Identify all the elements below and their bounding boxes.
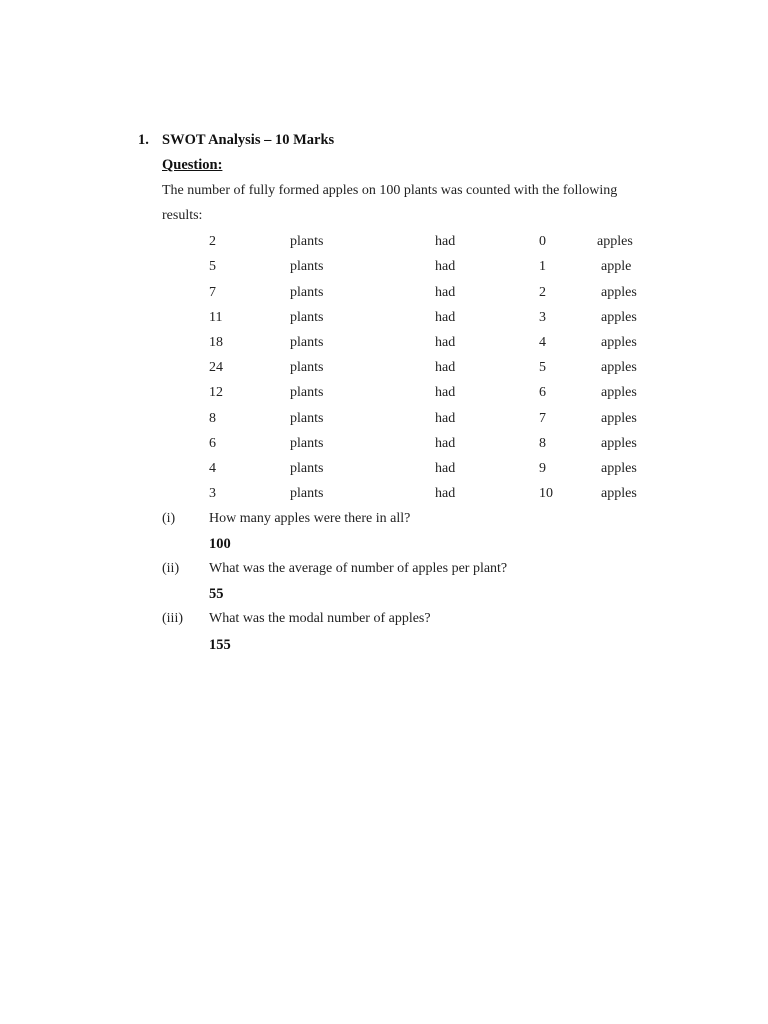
plant-count: 5 xyxy=(209,259,216,274)
plants-word: plants xyxy=(290,335,324,350)
intro-line-1: The number of fully formed apples on 100 plants was counted with the following xyxy=(162,183,618,198)
plants-word: plants xyxy=(290,360,324,375)
apple-count: 8 xyxy=(539,436,546,451)
sub-question-text: What was the average of number of apples per plant? xyxy=(209,561,508,576)
answer-text: 100 xyxy=(209,536,231,552)
plants-word: plants xyxy=(290,310,324,325)
plant-count: 7 xyxy=(209,285,216,300)
table-row xyxy=(0,360,768,384)
plants-word: plants xyxy=(290,461,324,476)
apples-word: apples xyxy=(597,234,633,249)
plant-count: 12 xyxy=(209,385,223,400)
apples-word: apples xyxy=(601,360,637,375)
sub-question-text: What was the modal number of apples? xyxy=(209,611,431,626)
plants-word: plants xyxy=(290,411,324,426)
had-word: had xyxy=(435,436,456,451)
table-row xyxy=(0,385,768,409)
plant-count: 4 xyxy=(209,461,216,476)
apple-count: 3 xyxy=(539,310,546,325)
answer-text: 55 xyxy=(209,586,224,602)
apples-word: apples xyxy=(601,285,637,300)
apples-word: apples xyxy=(601,486,637,501)
plant-count: 11 xyxy=(209,310,223,325)
table-row xyxy=(0,461,768,485)
had-word: had xyxy=(435,486,456,501)
apples-word: apples xyxy=(601,385,637,400)
plant-count: 6 xyxy=(209,436,216,451)
had-word: had xyxy=(435,259,456,274)
had-word: had xyxy=(435,461,456,476)
question-number: 1. xyxy=(138,132,149,148)
sub-question-label: (i) xyxy=(162,511,176,526)
question-label: Question: xyxy=(162,157,223,173)
apple-count: 2 xyxy=(539,285,546,300)
sub-question-label: (ii) xyxy=(162,561,180,576)
table-row xyxy=(0,234,768,258)
apple-count: 6 xyxy=(539,385,546,400)
had-word: had xyxy=(435,360,456,375)
apple-count: 0 xyxy=(539,234,546,249)
table-row xyxy=(0,259,768,283)
plant-count: 3 xyxy=(209,486,216,501)
apple-count: 10 xyxy=(539,486,553,501)
table-row xyxy=(0,436,768,460)
had-word: had xyxy=(435,411,456,426)
apples-word: apples xyxy=(601,310,637,325)
plants-word: plants xyxy=(290,486,324,501)
answer-text: 155 xyxy=(209,637,231,653)
plants-word: plants xyxy=(290,259,324,274)
plants-word: plants xyxy=(290,436,324,451)
sub-question-text: How many apples were there in all? xyxy=(209,511,411,526)
table-row xyxy=(0,285,768,309)
plants-word: plants xyxy=(290,234,324,249)
table-row xyxy=(0,411,768,435)
apple-count: 4 xyxy=(539,335,546,350)
intro-line-2: results: xyxy=(162,208,203,223)
apples-word: apples xyxy=(601,436,637,451)
apple-count: 9 xyxy=(539,461,546,476)
had-word: had xyxy=(435,234,456,249)
plants-word: plants xyxy=(290,285,324,300)
had-word: had xyxy=(435,310,456,325)
apples-word: apples xyxy=(601,461,637,476)
apple-count: 1 xyxy=(539,259,546,274)
sub-question-label: (iii) xyxy=(162,611,183,626)
plant-count: 8 xyxy=(209,411,216,426)
apple-count: 5 xyxy=(539,360,546,375)
plant-count: 18 xyxy=(209,335,223,350)
had-word: had xyxy=(435,385,456,400)
apples-word: apple xyxy=(601,259,632,274)
apples-word: apples xyxy=(601,335,637,350)
table-row xyxy=(0,335,768,359)
table-row xyxy=(0,486,768,510)
plants-word: plants xyxy=(290,385,324,400)
apple-count: 7 xyxy=(539,411,546,426)
question-title: SWOT Analysis – 10 Marks xyxy=(162,132,335,148)
had-word: had xyxy=(435,285,456,300)
plant-count: 2 xyxy=(209,234,216,249)
table-row xyxy=(0,310,768,334)
had-word: had xyxy=(435,335,456,350)
plant-count: 24 xyxy=(209,360,223,375)
apples-word: apples xyxy=(601,411,637,426)
